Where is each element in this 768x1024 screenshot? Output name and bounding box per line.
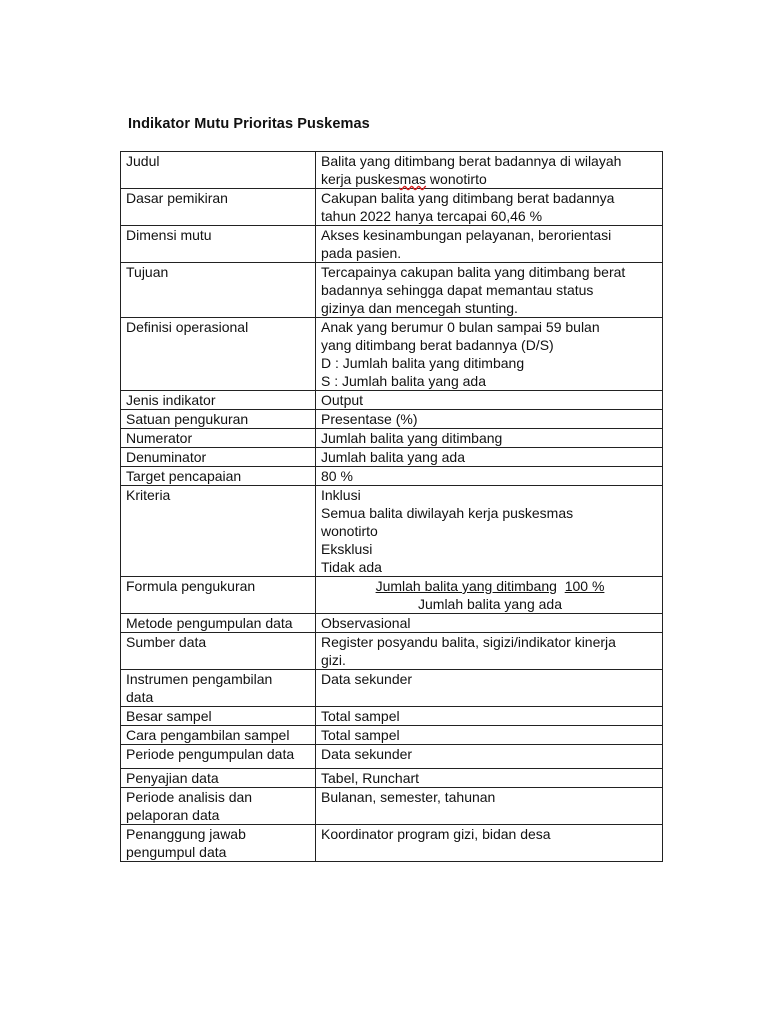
row-label: Sumber data bbox=[121, 633, 316, 670]
table-row bbox=[121, 633, 663, 670]
row-label: Tujuan bbox=[121, 263, 316, 318]
value-line: Koordinator program gizi, bidan desa bbox=[321, 826, 551, 842]
value-line: yang ditimbang berat badannya (D/S) bbox=[321, 337, 554, 353]
value-line: Eksklusi bbox=[321, 541, 373, 557]
row-label: Instrumen pengambilan data bbox=[121, 670, 316, 707]
formula-numerator: Jumlah balita yang ditimbang bbox=[375, 578, 557, 594]
value-line: 80 % bbox=[321, 468, 353, 484]
value-line: wonotirto bbox=[321, 523, 378, 539]
row-value bbox=[316, 467, 663, 486]
table-row bbox=[121, 745, 663, 769]
table-row bbox=[121, 825, 663, 862]
value-line: badannya sehingga dapat memantau status bbox=[321, 282, 594, 298]
row-label: Formula pengukuran bbox=[121, 577, 316, 614]
value-line: Akses kesinambungan pelayanan, berorientasi bbox=[321, 227, 612, 243]
row-value bbox=[316, 410, 663, 429]
row-label: Definisi operasional bbox=[121, 318, 316, 391]
table-row bbox=[121, 318, 663, 391]
value-line: gizi. bbox=[321, 652, 346, 668]
value-line: kerja puskesmas wonotirto bbox=[321, 171, 487, 187]
row-label: Kriteria bbox=[121, 486, 316, 577]
value-line: tahun 2022 hanya tercapai 60,46 % bbox=[321, 208, 543, 224]
value-line: Inklusi bbox=[321, 487, 361, 503]
table-row bbox=[121, 448, 663, 467]
row-label: Besar sampel bbox=[121, 707, 316, 726]
row-value bbox=[316, 633, 663, 670]
table-row bbox=[121, 467, 663, 486]
row-value bbox=[316, 707, 663, 726]
formula-multiplier: 100 % bbox=[564, 578, 605, 594]
row-label: Judul bbox=[121, 152, 316, 189]
value-line: Total sampel bbox=[321, 727, 400, 743]
row-value bbox=[316, 391, 663, 410]
value-line: Total sampel bbox=[321, 708, 400, 724]
row-label: Dimensi mutu bbox=[121, 226, 316, 263]
value-line: Semua balita diwilayah kerja puskesmas bbox=[321, 505, 574, 521]
row-label: Target pencapaian bbox=[121, 467, 316, 486]
value-line: Tabel, Runchart bbox=[321, 770, 420, 786]
row-value bbox=[316, 614, 663, 633]
row-value bbox=[316, 670, 663, 707]
row-value bbox=[316, 769, 663, 788]
row-label: Satuan pengukuran bbox=[121, 410, 316, 429]
table-row bbox=[121, 670, 663, 707]
table-row bbox=[121, 486, 663, 577]
value-line: Data sekunder bbox=[321, 671, 413, 687]
value-line: Presentase (%) bbox=[321, 411, 418, 427]
row-value bbox=[316, 825, 663, 862]
spellcheck-mark: mas bbox=[399, 171, 427, 187]
row-label: Dasar pemikiran bbox=[121, 189, 316, 226]
table-row bbox=[121, 429, 663, 448]
value-line: gizinya dan mencegah stunting. bbox=[321, 300, 518, 316]
row-value bbox=[316, 226, 663, 263]
row-label: Jenis indikator bbox=[121, 391, 316, 410]
table-row bbox=[121, 726, 663, 745]
row-label: Periode pengumpulan data bbox=[121, 745, 316, 769]
row-value bbox=[316, 486, 663, 577]
value-line: Bulanan, semester, tahunan bbox=[321, 789, 496, 805]
indikator-table bbox=[120, 151, 663, 862]
formula-denominator: Jumlah balita yang ada bbox=[418, 596, 562, 612]
table-row bbox=[121, 707, 663, 726]
value-line: Register posyandu balita, sigizi/indikator kinerja bbox=[321, 634, 616, 650]
table-row bbox=[121, 189, 663, 226]
table-row bbox=[121, 152, 663, 189]
formula-numerator-line bbox=[321, 577, 659, 595]
table-row bbox=[121, 577, 663, 614]
row-label: Metode pengumpulan data bbox=[121, 614, 316, 633]
value-line: Observasional bbox=[321, 615, 411, 631]
row-label: Periode analisis dan pelaporan data bbox=[121, 788, 316, 825]
table-row bbox=[121, 263, 663, 318]
value-line: Jumlah balita yang ditimbang bbox=[321, 430, 503, 446]
indikator-table-body bbox=[121, 152, 663, 862]
row-value bbox=[316, 152, 663, 189]
row-value bbox=[316, 318, 663, 391]
value-line: Tidak ada bbox=[321, 559, 382, 575]
row-value bbox=[316, 189, 663, 226]
document-title: Indikator Mutu Prioritas Puskemas bbox=[128, 116, 370, 132]
value-line: Output bbox=[321, 392, 364, 408]
row-value bbox=[316, 745, 663, 769]
table-row bbox=[121, 226, 663, 263]
value-line: Anak yang berumur 0 bulan sampai 59 bulan bbox=[321, 319, 600, 335]
row-label: Cara pengambilan sampel bbox=[121, 726, 316, 745]
table-row bbox=[121, 391, 663, 410]
table-row bbox=[121, 614, 663, 633]
value-line: S : Jumlah balita yang ada bbox=[321, 373, 486, 389]
value-line: Tercapainya cakupan balita yang ditimbang berat bbox=[321, 264, 626, 280]
table-row bbox=[121, 788, 663, 825]
row-value bbox=[316, 788, 663, 825]
value-line: D : Jumlah balita yang ditimbang bbox=[321, 355, 525, 371]
row-value bbox=[316, 263, 663, 318]
row-label: Numerator bbox=[121, 429, 316, 448]
value-line: Data sekunder bbox=[321, 746, 413, 762]
row-label: Denuminator bbox=[121, 448, 316, 467]
row-value bbox=[316, 429, 663, 448]
value-line: Cakupan balita yang ditimbang berat badannya bbox=[321, 190, 615, 206]
row-value bbox=[316, 577, 663, 614]
value-line: Jumlah balita yang ada bbox=[321, 449, 465, 465]
table-row bbox=[121, 410, 663, 429]
row-label: Penyajian data bbox=[121, 769, 316, 788]
table-row bbox=[121, 769, 663, 788]
row-label: Penanggung jawab pengumpul data bbox=[121, 825, 316, 862]
row-value bbox=[316, 448, 663, 467]
value-line: pada pasien. bbox=[321, 245, 402, 261]
row-value bbox=[316, 726, 663, 745]
value-line: Balita yang ditimbang berat badannya di wilayah bbox=[321, 153, 622, 169]
